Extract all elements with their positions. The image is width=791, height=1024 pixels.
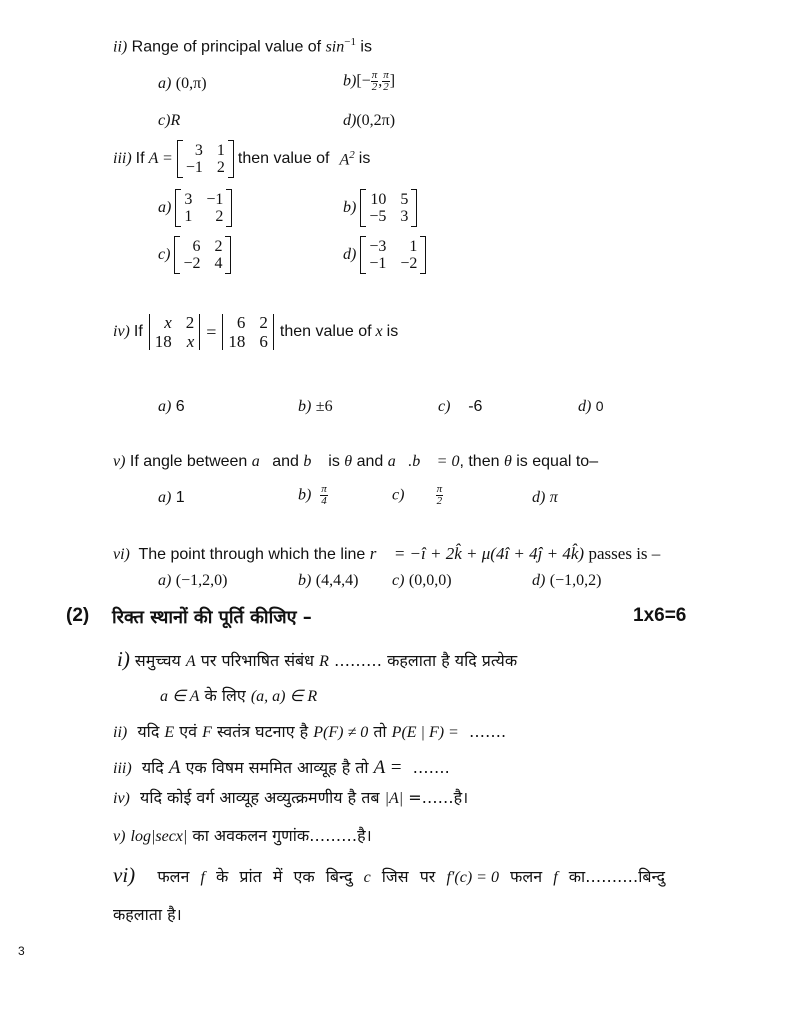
item-text: =……है। — [408, 788, 469, 807]
item-text: समुच्चय — [134, 651, 181, 670]
question-tail: is — [360, 38, 372, 56]
math-expression: f′(c) = 0 — [446, 869, 499, 886]
option-label: d) — [532, 572, 546, 589]
option-b — [343, 189, 417, 227]
fill-item-i-line2 — [160, 684, 317, 706]
item-number: iv) — [113, 790, 130, 807]
math-variable: A = — [148, 150, 173, 167]
option-label: a) — [158, 572, 172, 589]
option-a — [158, 398, 185, 416]
option-d — [532, 489, 558, 507]
fill-item-iii — [113, 756, 450, 779]
question-tail: is — [358, 150, 371, 167]
question-iv — [113, 313, 398, 351]
option-value: π — [549, 489, 558, 506]
item-number: vi) — [113, 863, 136, 887]
option-b — [298, 572, 358, 590]
question-tail: is — [386, 323, 399, 340]
item-number: i) — [117, 647, 130, 671]
option-c — [392, 572, 452, 590]
item-text: तो — [373, 722, 387, 741]
option-label: b) — [343, 199, 357, 216]
question-number: v) — [113, 453, 126, 470]
item-text: यदि कोई वर्ग आव्यूह अव्युत्क्रमणीय है तब — [140, 788, 380, 807]
math-variable: θ — [503, 453, 512, 470]
math-variable: E — [164, 724, 175, 741]
option-value: (0,0,0) — [408, 572, 452, 589]
item-text: एक विषम सममित आव्यूह है तो — [185, 758, 369, 777]
item-text: का अवकलन गुणांक………है। — [192, 826, 372, 845]
option-label: d) — [343, 112, 357, 129]
item-number: v) — [113, 828, 126, 845]
blank: ……. — [469, 722, 507, 741]
item-text: ……… कहलाता है यदि प्रत्येक — [334, 651, 518, 670]
option-label: b) — [298, 398, 312, 415]
item-text: पर परिभाषित संबंध — [200, 651, 315, 670]
question-text: If — [133, 323, 143, 340]
matrix: 3 1 −1 2 — [177, 140, 234, 178]
option-label: c) — [158, 112, 171, 129]
item-number: iii) — [113, 760, 132, 777]
matrix: 6 2 −2 4 — [174, 236, 231, 274]
option-b — [298, 484, 328, 507]
matrix: 3 −1 1 2 — [175, 189, 232, 227]
option-label: c) — [438, 398, 451, 415]
exponent: −1 — [344, 36, 356, 48]
section-marks: 1x6=6 — [633, 605, 687, 626]
vector-a: a⃗ — [251, 453, 273, 470]
question-ii — [113, 36, 372, 56]
item-text: फलन — [157, 867, 190, 886]
option-c — [158, 112, 180, 130]
item-text: का…….…बिन्दु — [568, 867, 665, 886]
fill-item-vi — [113, 863, 665, 888]
option-label: c) — [158, 246, 171, 263]
option-value: (−1,2,0) — [175, 572, 228, 589]
option-value: (0,π) — [175, 75, 207, 92]
item-text: के प्रांत में एक बिन्दु — [216, 867, 353, 886]
fill-item-i — [117, 647, 517, 672]
option-d — [343, 236, 426, 274]
option-value: ±6 — [315, 398, 333, 415]
option-label: d) — [343, 246, 357, 263]
fraction — [320, 484, 328, 507]
option-label: c) — [392, 572, 405, 589]
option-a — [158, 489, 185, 507]
math-expression: a⃗.b⃗ = 0 — [387, 453, 460, 470]
math-variable: θ — [344, 453, 353, 470]
question-text: is — [328, 453, 340, 470]
option-label: a) — [158, 75, 172, 92]
math-expression: P(E | F) = — [391, 724, 459, 741]
numerator: π — [436, 483, 443, 495]
math-variable: f — [200, 869, 205, 886]
equals-sign: = — [206, 321, 217, 342]
section-title: रिक्त स्थानों की पूर्ति कीजिए – — [112, 607, 312, 628]
math-variable: F — [202, 724, 212, 741]
numerator: π — [383, 69, 389, 81]
fraction — [436, 484, 444, 507]
bracket-close: ] — [389, 72, 396, 90]
fill-item-v — [113, 824, 372, 846]
question-text: If angle between — [129, 453, 248, 470]
question-text: Range of principal value of — [131, 38, 322, 56]
numerator: π — [321, 483, 327, 495]
option-d — [343, 112, 395, 130]
math-expression: log|secx| — [130, 828, 188, 845]
math-variable: A — [339, 151, 350, 169]
option-value: R — [170, 112, 181, 129]
denominator: 2 — [371, 81, 378, 93]
question-vi — [113, 544, 660, 564]
option-a — [158, 572, 227, 590]
line-equation: r⃗ = −î + 2k̂ + μ(4î + 4ĵ + 4k̂) — [369, 544, 585, 563]
denominator: 2 — [436, 495, 443, 507]
item-text: यदि — [141, 758, 164, 777]
question-text: The point through which the line — [138, 546, 366, 563]
math-expression: A = — [373, 757, 403, 778]
fraction — [382, 70, 390, 93]
exponent: 2 — [349, 148, 355, 161]
option-label: c) — [392, 486, 405, 504]
question-text: , then — [459, 453, 500, 470]
option-a — [158, 189, 232, 227]
question-tail: passes is – — [588, 544, 661, 563]
question-tail: is equal to– — [516, 453, 599, 470]
option-label: a) — [158, 398, 172, 415]
item-text: फलन — [510, 867, 543, 886]
math-variable: f — [553, 869, 558, 886]
denominator: 4 — [321, 495, 327, 507]
question-number: iv) — [113, 323, 130, 340]
question-text: then value of — [279, 323, 372, 340]
option-c — [438, 398, 482, 416]
option-value: -6 — [468, 398, 483, 415]
numerator: π — [371, 69, 378, 81]
question-number: vi) — [113, 546, 130, 563]
matrix: −3 1 −1 −2 — [360, 236, 426, 274]
option-value: 0 — [595, 398, 604, 414]
item-text: स्वतंत्र घटनाए है — [217, 722, 309, 741]
option-d — [532, 572, 601, 590]
question-number: iii) — [113, 150, 132, 167]
math-variable: x — [375, 323, 383, 340]
option-label: b) — [298, 572, 312, 589]
item-text: जिस पर — [381, 867, 436, 886]
question-text: then value of — [237, 150, 330, 167]
math-variable: R — [319, 653, 329, 670]
blank: ……. — [412, 758, 450, 777]
math-expression: (a, a) ∈ R — [250, 688, 318, 705]
option-value: (4,4,4) — [315, 572, 359, 589]
option-value: (−1,0,2) — [549, 572, 602, 589]
option-label: d) — [532, 489, 546, 506]
option-b: b)[− $\frac{\pi}{2}$ , $\frac{\pi}{2}$ ] — [343, 69, 396, 93]
option-a — [158, 75, 207, 93]
option-value: (0,2π) — [356, 112, 396, 129]
math-variable: A — [168, 757, 181, 778]
question-v — [113, 453, 598, 471]
item-text: एवं — [179, 722, 198, 741]
option-value: 6 — [175, 398, 185, 415]
question-iii — [113, 140, 370, 178]
option-b — [298, 398, 333, 416]
option-d — [578, 398, 604, 416]
math-expression: |A| — [384, 790, 404, 807]
item-number: ii) — [113, 724, 128, 741]
matrix: 10 5 −5 3 — [360, 189, 417, 227]
math-expression: a ∈ A — [160, 688, 200, 705]
question-text: If — [135, 150, 145, 167]
question-number: ii) — [113, 38, 128, 56]
determinant: 6 2 18 6 — [220, 313, 276, 351]
fill-item-vi-line2: कहलाता है। — [113, 905, 182, 924]
math-expression: P(F) ≠ 0 — [313, 724, 369, 741]
vector-b: b⃗ — [303, 453, 324, 470]
item-text: के लिए — [204, 686, 246, 705]
question-text: and — [272, 453, 299, 470]
option-value: 1 — [175, 489, 185, 506]
option-label: d) — [578, 398, 592, 415]
math-variable: c — [363, 869, 371, 886]
section-number: (2) — [66, 605, 90, 626]
determinant: x 2 18 x — [147, 313, 203, 351]
question-text: and — [356, 453, 384, 470]
math-variable: A — [185, 653, 196, 670]
option-label: a) — [158, 199, 172, 216]
math-function: sin — [325, 38, 345, 56]
option-label: a) — [158, 489, 172, 506]
option-c — [392, 484, 443, 507]
bracket-open: [− — [356, 72, 371, 90]
fill-item-iv — [113, 786, 468, 808]
option-c — [158, 236, 231, 274]
denominator: 2 — [383, 81, 389, 93]
fill-item-ii — [113, 720, 506, 742]
item-text: यदि — [137, 722, 160, 741]
page-number: 3 — [18, 944, 25, 958]
option-label: b) — [298, 486, 312, 504]
option-label: b) — [343, 72, 357, 90]
